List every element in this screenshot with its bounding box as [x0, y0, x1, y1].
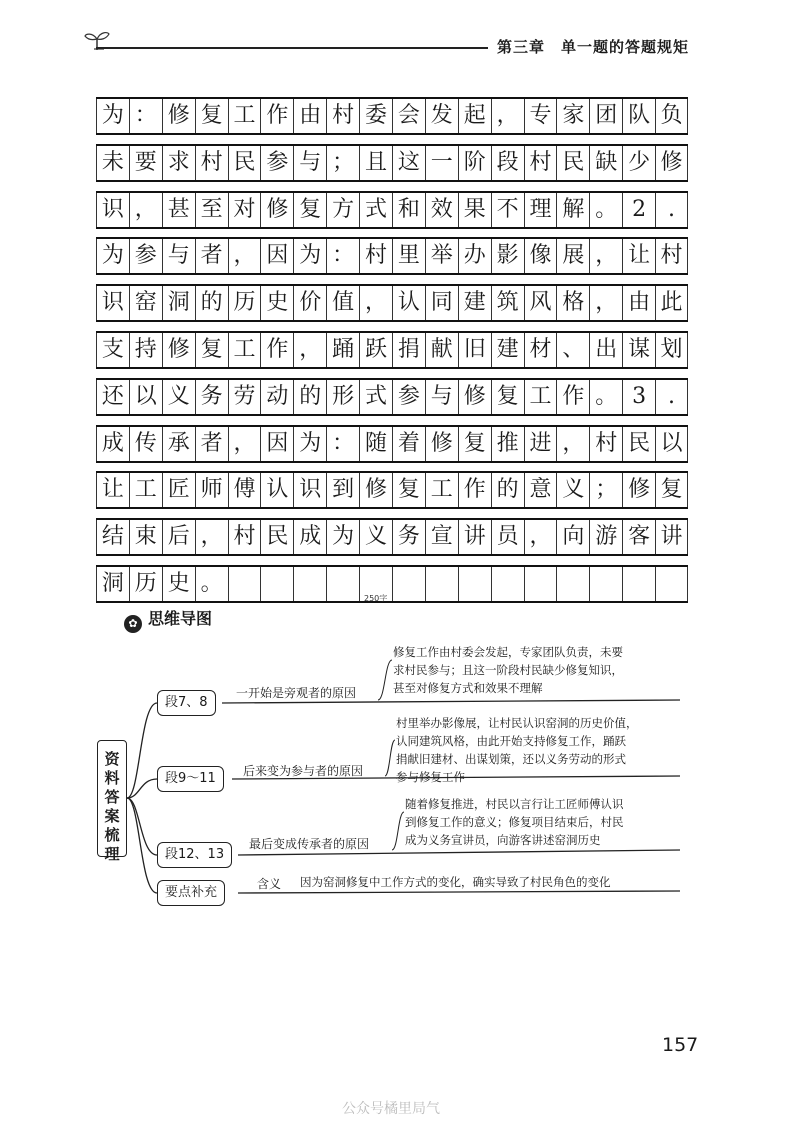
detail-line: 认同建筑风格，由此开始支持修复工作，踊跃 [396, 734, 626, 748]
grid-cell: 向 [556, 520, 589, 554]
grid-cell: 客 [622, 520, 655, 554]
detail-line: 因为窑洞修复中工作方式的变化，确实导致了村民角色的变化 [300, 875, 611, 889]
grid-cell: 复 [195, 99, 228, 133]
detail-line: 修复工作由村委会发起，专家团队负责，未要 [393, 645, 623, 659]
grid-cell: 修 [425, 427, 458, 461]
grid-cell: 因 [260, 427, 293, 461]
chapter-label: 第三章 [497, 38, 546, 56]
grid-cell: 少 [622, 146, 655, 180]
grid-cell: 建 [491, 333, 524, 367]
grid-cell: 参 [260, 146, 293, 180]
grid-cell: 村 [359, 239, 392, 273]
grid-cell: 到 [326, 473, 359, 507]
grid-cell: . [655, 193, 688, 227]
grid-cell: 动 [260, 380, 293, 414]
grid-cell: 、 [556, 333, 589, 367]
branch-detail [393, 643, 623, 697]
grid-cell: 由 [293, 99, 326, 133]
word-count-label: 250字 [364, 594, 388, 603]
grid-cell: 工 [228, 99, 261, 133]
grid-cell: ， [228, 427, 261, 461]
grid-cell: 游 [589, 520, 622, 554]
grid-cell: 果 [458, 193, 491, 227]
grid-cell: 划 [655, 333, 688, 367]
grid-cell: 理 [524, 193, 557, 227]
grid-cell: 以 [655, 427, 688, 461]
grid-cell: 会 [392, 99, 425, 133]
grid-cell: 与 [293, 146, 326, 180]
grid-cell: 像 [524, 239, 557, 273]
grid-cell: 成 [96, 427, 129, 461]
grid-cell: 的 [491, 473, 524, 507]
watermark: 公众号橘里局气 [342, 1101, 440, 1117]
grid-cell: 工 [524, 380, 557, 414]
grid-cell: 献 [425, 333, 458, 367]
detail-line: 成为义务宣讲员，向游客讲述窑洞历史 [405, 833, 601, 847]
grid-cell: 。 [195, 567, 228, 601]
branch-reason: 最后变成传承者的原因 [249, 837, 370, 851]
grid-cell: 村 [524, 146, 557, 180]
grid-cell: 义 [556, 473, 589, 507]
grid-cell: 旧 [458, 333, 491, 367]
grid-cell: 不 [491, 193, 524, 227]
grid-cell: 复 [491, 380, 524, 414]
grid-cell: 持 [129, 333, 162, 367]
grid-cell: 与 [425, 380, 458, 414]
grid-cell: 团 [589, 99, 622, 133]
grid-cell: 阶 [458, 146, 491, 180]
grid-cell: 员 [491, 520, 524, 554]
grid-cell: 一 [425, 146, 458, 180]
grid-cell: ， [556, 427, 589, 461]
grid-cell: 复 [655, 473, 688, 507]
chapter-title: 单一题的答题规矩 [561, 38, 690, 56]
grid-cell: 格 [556, 286, 589, 320]
grid-cell: 筑 [491, 286, 524, 320]
grid-cell: 修 [458, 380, 491, 414]
grid-cell: 修 [162, 333, 195, 367]
grid-cell: 工 [425, 473, 458, 507]
detail-line: 甚至对修复方式和效果不理解 [393, 681, 543, 695]
grid-cell: 建 [458, 286, 491, 320]
grid-cell: ， [293, 333, 326, 367]
detail-line: 到修复工作的意义；修复项目结束后，村民 [405, 815, 624, 829]
grid-cell: 识 [96, 286, 129, 320]
grid-cell: 者 [195, 239, 228, 273]
grid-cell: 跃 [359, 333, 392, 367]
grid-cell: 村 [326, 99, 359, 133]
grid-cell: 师 [195, 473, 228, 507]
grid-cell: 出 [589, 333, 622, 367]
grid-cell: 认 [260, 473, 293, 507]
grid-cell: ： [129, 99, 162, 133]
grid-cell: 义 [359, 520, 392, 554]
grid-cell: 宣 [425, 520, 458, 554]
page-number: 157 [662, 1034, 699, 1056]
grid-cell: 里 [392, 239, 425, 273]
grid-cell: 形 [326, 380, 359, 414]
grid-cell: 委 [359, 99, 392, 133]
grid-cell: 专 [524, 99, 557, 133]
grid-cell: 和 [392, 193, 425, 227]
grid-cell: 修 [162, 99, 195, 133]
grid-cell: 工 [228, 333, 261, 367]
grid-cell: 队 [622, 99, 655, 133]
grid-cell: 史 [260, 286, 293, 320]
grid-cell: 方 [326, 193, 359, 227]
grid-cell: 者 [195, 427, 228, 461]
grid-cell: 效 [425, 193, 458, 227]
grid-cell: 复 [392, 473, 425, 507]
grid-cell: 对 [228, 193, 261, 227]
grid-cell: 讲 [458, 520, 491, 554]
grid-cell: 为 [293, 427, 326, 461]
grid-cell: 村 [655, 239, 688, 273]
grid-cell: 负 [655, 99, 688, 133]
grid-cell: 由 [622, 286, 655, 320]
grid-cell: 修 [359, 473, 392, 507]
branch-label: 段7、8 [157, 690, 216, 716]
grid-cell: 村 [195, 146, 228, 180]
grid-cell: 束 [129, 520, 162, 554]
grid-cell: 缺 [589, 146, 622, 180]
grid-cell: 修 [622, 473, 655, 507]
grid-cell: 民 [556, 146, 589, 180]
grid-cell: 洞 [96, 567, 129, 601]
grid-cell: 求 [162, 146, 195, 180]
grid-cell: 劳 [228, 380, 261, 414]
branch-detail [396, 714, 638, 786]
grid-cell: 识 [293, 473, 326, 507]
grid-cell: 义 [162, 380, 195, 414]
mindmap-root [97, 740, 127, 863]
grid-cell: 为 [96, 99, 129, 133]
branch-detail [300, 873, 611, 891]
grid-cell: 的 [195, 286, 228, 320]
grid-cell: 务 [195, 380, 228, 414]
grid-cell: 举 [425, 239, 458, 273]
grid-cell: 为 [326, 520, 359, 554]
grid-cell: 历 [129, 567, 162, 601]
grid-cell: 捐 [392, 333, 425, 367]
branch-label: 要点补充 [157, 880, 225, 906]
grid-cell: 让 [96, 473, 129, 507]
grid-cell: 让 [622, 239, 655, 273]
mindmap-root-text: 资料答案梳理 [104, 750, 120, 863]
grid-cell: 推 [491, 427, 524, 461]
grid-cell: ， [359, 286, 392, 320]
grid-cell: 与 [162, 239, 195, 273]
grid-cell: 意 [524, 473, 557, 507]
grid-cell: 史 [162, 567, 195, 601]
grid-cell: 此 [655, 286, 688, 320]
grid-cell: ， [228, 239, 261, 273]
grid-cell: 洞 [162, 286, 195, 320]
branch-reason: 含义 [257, 877, 282, 891]
grid-cell: 为 [96, 239, 129, 273]
detail-line: 求村民参与；且这一阶段村民缺少修复知识， [393, 663, 623, 677]
grid-cell: 3 [622, 380, 655, 414]
grid-cell: ： [326, 427, 359, 461]
grid-cell: ， [524, 520, 557, 554]
grid-cell: 参 [129, 239, 162, 273]
grid-cell: 家 [556, 99, 589, 133]
grid-cell: 。 [589, 193, 622, 227]
grid-cell: 且 [359, 146, 392, 180]
branch-detail [405, 795, 624, 849]
grid-cell: 至 [195, 193, 228, 227]
grid-cell: 价 [293, 286, 326, 320]
branch-label: 段9～11 [157, 766, 224, 792]
grid-cell: ， [491, 99, 524, 133]
grid-cell: 傅 [228, 473, 261, 507]
grid-cell: ； [326, 146, 359, 180]
grid-cell: 成 [293, 520, 326, 554]
grid-cell: 式 [359, 193, 392, 227]
grid-cell: 认 [392, 286, 425, 320]
grid-cell: ： [326, 239, 359, 273]
grid-cell: 这 [392, 146, 425, 180]
grid-cell: ， [589, 239, 622, 273]
grid-cell: 风 [524, 286, 557, 320]
grid-cell: 起 [458, 99, 491, 133]
grid-cell: 2 [622, 193, 655, 227]
detail-line: 捐献旧建材、出谋划策，还以义务劳动的形式 [396, 752, 626, 766]
grid-cell: 为 [293, 239, 326, 273]
grid-cell: 以 [129, 380, 162, 414]
grid-cell: 。 [589, 380, 622, 414]
mindmap-heading-text: 思维导图 [148, 609, 213, 628]
grid-cell: 历 [228, 286, 261, 320]
grid-cell: 传 [129, 427, 162, 461]
grid-cell: 还 [96, 380, 129, 414]
grid-cell: ， [589, 286, 622, 320]
grid-cell: 工 [129, 473, 162, 507]
grid-cell: 式 [359, 380, 392, 414]
grid-cell: 支 [96, 333, 129, 367]
grid-cell: 要 [129, 146, 162, 180]
grid-cell: ； [589, 473, 622, 507]
grid-cell: 作 [458, 473, 491, 507]
grid-cell: 务 [392, 520, 425, 554]
grid-cell: 村 [589, 427, 622, 461]
grid-cell: 民 [228, 146, 261, 180]
grid-cell: 的 [293, 380, 326, 414]
grid-cell: 复 [293, 193, 326, 227]
branch-reason: 一开始是旁观者的原因 [236, 686, 357, 700]
grid-cell: 影 [491, 239, 524, 273]
grid-cell: . [655, 380, 688, 414]
grid-cell: 踊 [326, 333, 359, 367]
grid-cell: 民 [260, 520, 293, 554]
grid-cell: 进 [524, 427, 557, 461]
grid-cell: 甚 [162, 193, 195, 227]
grid-cell: 参 [392, 380, 425, 414]
grid-cell: 修 [655, 146, 688, 180]
grid-cell: ， [195, 520, 228, 554]
grid-cell: 随 [359, 427, 392, 461]
grid-cell: 展 [556, 239, 589, 273]
flower-icon: ✿ [124, 615, 142, 633]
detail-line: 随着修复推进，村民以言行让工匠师傅认识 [405, 797, 624, 811]
grid-cell: 作 [260, 333, 293, 367]
branch-reason: 后来变为参与者的原因 [243, 764, 364, 778]
grid-cell: 办 [458, 239, 491, 273]
grid-cell: 后 [162, 520, 195, 554]
grid-cell: 未 [96, 146, 129, 180]
grid-cell: 结 [96, 520, 129, 554]
grid-cell: 着 [392, 427, 425, 461]
grid-cell: 窑 [129, 286, 162, 320]
grid-cell: 匠 [162, 473, 195, 507]
grid-cell: ， [129, 193, 162, 227]
grid-cell: 段 [491, 146, 524, 180]
grid-cell: 同 [425, 286, 458, 320]
grid-cell: 民 [622, 427, 655, 461]
grid-cell: 复 [195, 333, 228, 367]
grid-cell: 值 [326, 286, 359, 320]
grid-cell: 作 [260, 99, 293, 133]
grid-cell: 讲 [655, 520, 688, 554]
grid-cell: 承 [162, 427, 195, 461]
grid-cell: 复 [458, 427, 491, 461]
detail-line: 参与修复工作 [396, 770, 465, 784]
grid-cell: 识 [96, 193, 129, 227]
grid-cell: 解 [556, 193, 589, 227]
grid-cell: 村 [228, 520, 261, 554]
grid-cell: 修 [260, 193, 293, 227]
grid-cell: 因 [260, 239, 293, 273]
branch-label: 段12、13 [157, 842, 232, 868]
grid-cell: 材 [524, 333, 557, 367]
grid-cell: 谋 [622, 333, 655, 367]
grid-cell: 发 [425, 99, 458, 133]
detail-line: 村里举办影像展，让村民认识窑洞的历史价值， [396, 716, 638, 730]
grid-cell: 作 [556, 380, 589, 414]
